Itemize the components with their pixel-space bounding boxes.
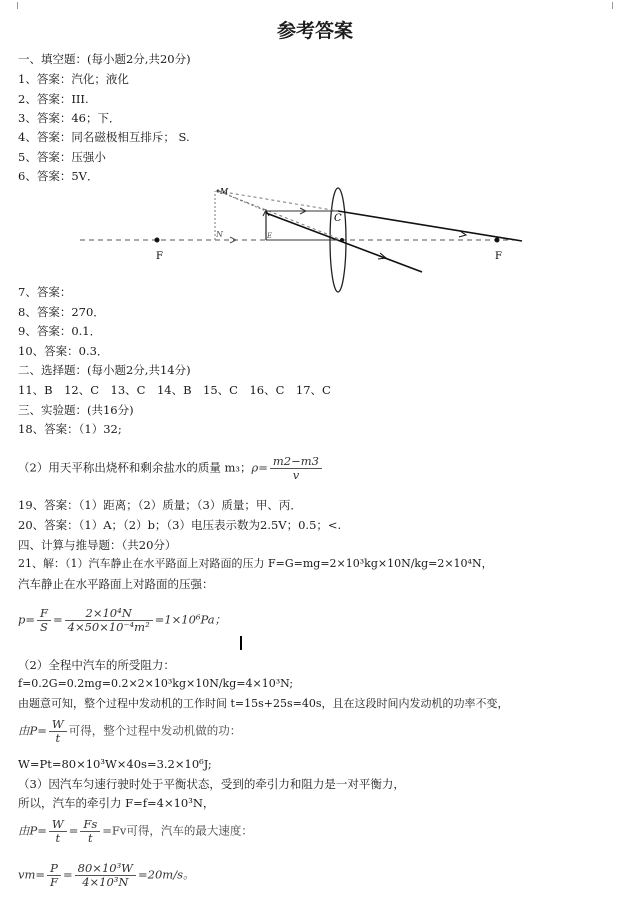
vm-lhs: vm=	[18, 867, 46, 882]
w-den: t	[55, 731, 61, 745]
answer-5: 5、答案：压强小	[18, 150, 106, 164]
corner-mark-right	[612, 2, 613, 9]
p-value-den: 4×50×10⁻⁴m²	[67, 620, 150, 634]
label-e: E	[267, 232, 273, 240]
answer-8: 8、答案：270．	[18, 305, 105, 319]
corner-mark-left	[17, 2, 18, 9]
work-calc: W=Pt=80×10³W×40s=3.2×10⁶J;	[18, 757, 212, 771]
v-frac-2	[80, 818, 100, 845]
vm-f2-num: 80×10³W	[75, 862, 136, 876]
answer-21-part2-header: （2）全程中汽车的所受阻力：	[18, 658, 175, 672]
rho-denominator: v	[292, 468, 300, 482]
section2-header: 二、选择题：(每小题2分,共14分)	[18, 363, 191, 377]
answer-21-line1: 21、解：（1）汽车静止在水平路面上对路面的压力 F=G=mg=2×10³kg×10N/kg=2×10⁴N，	[18, 557, 493, 570]
rho-fraction	[270, 455, 322, 482]
answer-9: 9、答案：0.1．	[18, 324, 102, 338]
label-n: N	[216, 230, 223, 239]
focus-left-dot	[155, 238, 160, 243]
answer-7: 7、答案：	[18, 285, 72, 299]
v-suffix: =Fv可得，汽车的最大速度：	[102, 823, 253, 838]
section3-header: 三、实验题：(共16分)	[18, 403, 134, 417]
rho-numerator: m2−m3	[270, 455, 322, 469]
answer-4: 4、答案：同名磁极相互排斥； S.	[18, 130, 190, 144]
vm-frac-1	[47, 862, 61, 889]
work-formula	[18, 718, 241, 745]
lens-diagram	[80, 183, 530, 298]
v-f1-num: W	[49, 818, 67, 832]
label-f-left: F	[156, 251, 163, 262]
answer-21-line2: 汽车静止在水平路面上对路面的压强：	[18, 577, 214, 591]
section1-header: 一、填空题：(每小题2分,共20分)	[18, 52, 191, 66]
p-rhs: =1×10⁶Pa；	[154, 612, 227, 627]
p-value-num: 2×10⁴N	[65, 607, 153, 621]
answer-1: 1、答案：汽化；液化	[18, 72, 129, 86]
label-f-right: F	[495, 251, 502, 262]
w-prefix: 由P=	[18, 723, 47, 738]
vm-f2-den: 4×10³N	[82, 875, 129, 889]
p-f-over-s	[37, 607, 51, 634]
w-over-t	[49, 718, 67, 745]
answer-18: 18、答案：（1）32;	[18, 422, 122, 436]
answer-21-time: 由题意可知，整个过程中发动机的工作时间 t=15s+25s=40s，且在这段时间内发动机的功率不变，	[18, 697, 509, 710]
answer-6: 6、答案：5V．	[18, 169, 99, 183]
focus-right-dot	[495, 238, 500, 243]
p-value-fraction	[65, 607, 153, 634]
w-suffix: 可得，整个过程中发动机做的功：	[68, 723, 242, 738]
label-m: M	[220, 187, 229, 196]
v-frac-1	[49, 818, 67, 845]
answer-19: 19、答案：（1）距离；（2）质量；（3）质量；甲、丙．	[18, 498, 302, 512]
rho-lhs: ρ=	[251, 460, 268, 475]
w-num: W	[49, 718, 67, 732]
vm-rhs: =20m/s。	[138, 867, 195, 882]
p-f: F	[37, 607, 51, 621]
vm-f1-num: P	[47, 862, 61, 876]
answer-21-part3-line1: （3）因汽车匀速行驶时处于平衡状态，受到的牵引力和阻力是一对平衡力，	[18, 777, 405, 791]
choice-answers: 11、B 12、C 13、C 14、B 15、C 16、C 17、C	[18, 383, 331, 397]
v-f2-num: Fs	[80, 818, 100, 832]
answer-18-part2-text: （2）用天平称出烧杯和剩余盐水的质量 m₃；	[18, 460, 252, 475]
v-f1-den: t	[55, 831, 61, 845]
text-cursor	[240, 636, 242, 650]
answer-18-part2	[18, 455, 324, 482]
v-eq: =	[68, 823, 79, 838]
label-c: C	[334, 213, 342, 224]
v-prefix: 由P=	[18, 823, 47, 838]
pressure-formula: p= $\frac{F}{S}$ = $\frac{\text{2×10⁴N}}{\text{4×50×10⁻⁴m²}}$ =1×10⁶Pa；	[18, 606, 227, 634]
answer-21-part3-line2: 所以，汽车的牵引力 F=f=4×10³N，	[18, 796, 215, 810]
vm-f1-den: F	[50, 875, 59, 889]
answer-21-friction: f=0.2G=0.2mg=0.2×2×10³kg×10N/kg=4×10³N;	[18, 677, 294, 690]
max-speed-formula: vm= $\frac{P}{F}$ = $\frac{\text{80×10³W}}{\text{4×10³N}}$ =20m/s。	[18, 861, 195, 889]
answer-20: 20、答案：（1）A；（2）b；（3）电压表示数为2.5V；0.5；<.	[18, 518, 342, 532]
power-formula	[18, 818, 253, 845]
p-s: S	[40, 620, 48, 634]
p-lhs: p=	[18, 612, 35, 627]
section4-header: 四、计算与推导题：（共20分）	[18, 538, 177, 552]
vm-frac-2	[75, 862, 136, 889]
answer-2: 2、答案：III.	[18, 92, 89, 106]
v-f2-den: t	[87, 831, 93, 845]
answer-3: 3、答案：46；下．	[18, 111, 121, 125]
answer-10: 10、答案：0.3．	[18, 344, 109, 358]
page-title: 参考答案	[276, 20, 353, 42]
